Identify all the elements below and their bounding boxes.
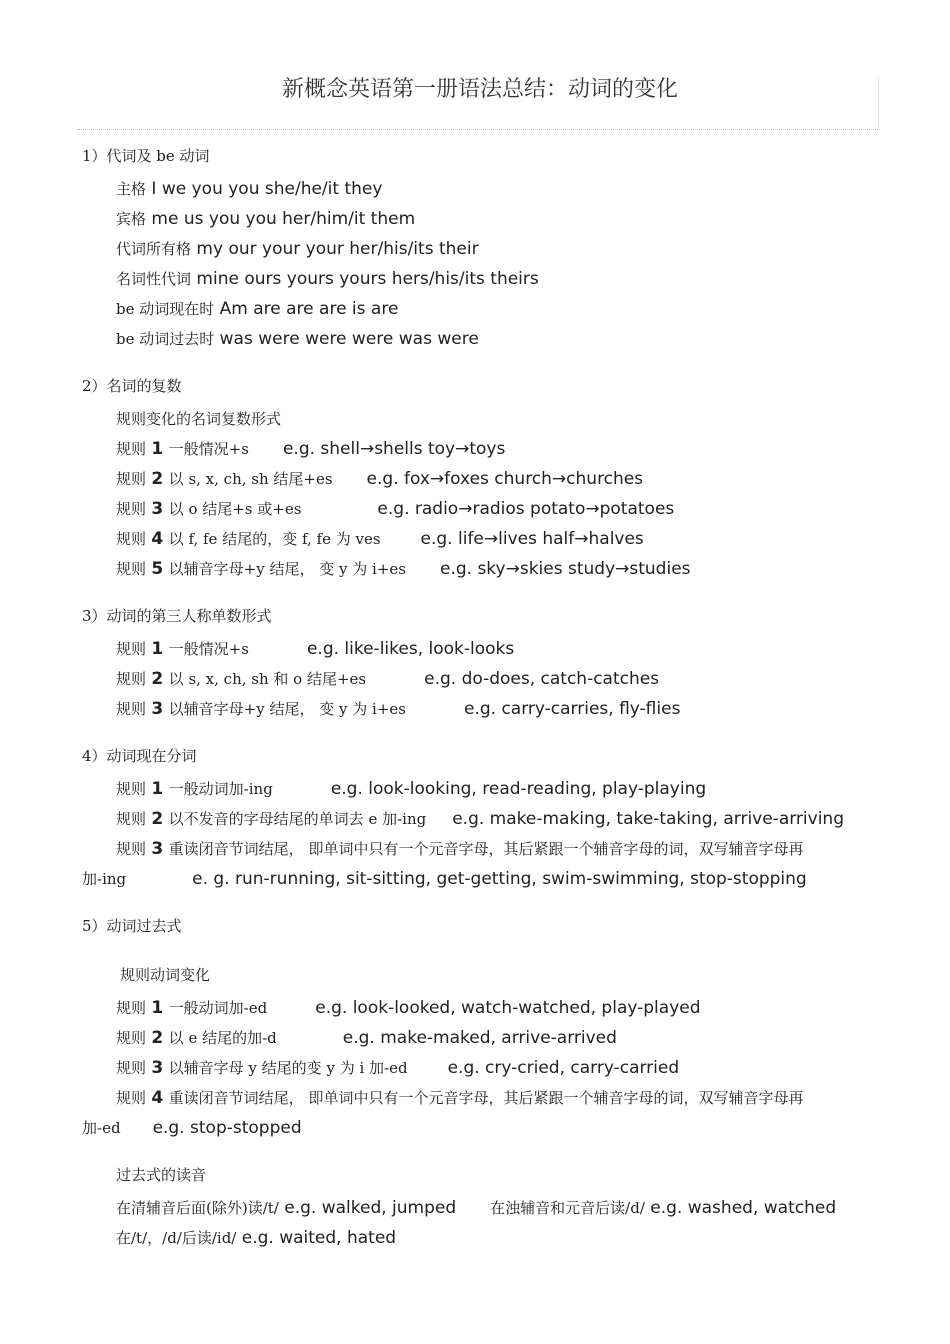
rule-line: 规则 1 一般情况+s e.g. like-likes, look-looks [116, 639, 515, 659]
rule-line: 规则 2 以不发音的字母结尾的单词去 e 加-ing e.g. make-making, take-taking, arrive-arriving [116, 809, 844, 829]
rule-line: 规则 3 重读闭音节词结尾， 即单词中只有一个元音字母，其后紧跟一个辅音字母的词，双写辅音字母再 [116, 839, 804, 859]
pronoun-line: 名词性代词 mine ours yours yours hers/his/its theirs [116, 269, 539, 289]
be-verb-line: be 动词过去时 was were were were was were [116, 329, 479, 349]
pronoun-line: 主格 I we you you she/he/it they [116, 179, 383, 199]
rule-line: 规则 3 以辅音字母 y 结尾的变 y 为 i 加-ed e.g. cry-cried, carry-carried [116, 1058, 680, 1078]
rule-line: 规则 3 以辅音字母+y 结尾， 变 y 为 i+es e.g. carry-carries, fly-flies [116, 699, 681, 719]
rule-line: 规则 2 以 e 结尾的加-d e.g. make-maked, arrive-arrived [116, 1028, 617, 1048]
rule-line: 规则 4 以 f, fe 结尾的，变 f, fe 为 ves e.g. life→lives half→halves [116, 529, 644, 549]
rule-line-continuation: 加-ed e.g. stop-stopped [82, 1118, 302, 1138]
title-side-rule [878, 76, 879, 129]
rule-line: 规则 1 一般动词加-ing e.g. look-looking, read-reading, play-playing [116, 779, 707, 799]
rule-line: 规则 5 以辅音字母+y 结尾， 变 y 为 i+es e.g. sky→skies study→studies [116, 559, 691, 579]
pronunciation-line: 在/t/，/d/后读/id/ e.g. waited, hated [116, 1228, 397, 1248]
section-5-heading: 5）动词过去式 [82, 917, 182, 935]
section-2-subheading: 规则变化的名词复数形式 [116, 410, 282, 428]
rule-line: 规则 1 一般动词加-ed e.g. look-looked, watch-watched, play-played [116, 998, 701, 1018]
rule-line: 规则 2 以 s, x, ch, sh 结尾+es e.g. fox→foxes church→churches [116, 469, 644, 489]
pronunciation-subheading: 过去式的读音 [116, 1166, 207, 1184]
pronoun-line: 宾格 me us you you her/him/it them [116, 209, 416, 229]
section-4-heading: 4）动词现在分词 [82, 747, 197, 765]
rule-line: 规则 4 重读闭音节词结尾， 即单词中只有一个元音字母，其后紧跟一个辅音字母的词，双写辅音字母再 [116, 1088, 804, 1108]
pronoun-line: 代词所有格 my our your your her/his/its their [116, 239, 479, 259]
page-title: 新概念英语第一册语法总结：动词的变化 [281, 77, 678, 102]
title-divider [78, 129, 880, 130]
be-verb-line: be 动词现在时 Am are are are is are [116, 299, 399, 319]
section-1-heading: 1）代词及 be 动词 [82, 147, 210, 165]
rule-line: 规则 3 以 o 结尾+s 或+es e.g. radio→radios potato→potatoes [116, 499, 675, 519]
section-3-heading: 3）动词的第三人称单数形式 [82, 607, 272, 625]
rule-line: 规则 2 以 s, x, ch, sh 和 o 结尾+es e.g. do-does, catch-catches [116, 669, 660, 689]
pronunciation-line: 在清辅音后面(除外)读/t/ e.g. walked, jumped 在浊辅音和元音后读/d/ e.g. washed, watched [116, 1198, 837, 1218]
rule-line: 规则 1 一般情况+s e.g. shell→shells toy→toys [116, 439, 506, 459]
section-2-heading: 2）名词的复数 [82, 377, 182, 395]
section-5-subheading: 规则动词变化 [120, 966, 211, 984]
rule-line-continuation: 加-ing e. g. run-running, sit-sitting, get-getting, swim-swimming, stop-stopping [82, 869, 807, 889]
